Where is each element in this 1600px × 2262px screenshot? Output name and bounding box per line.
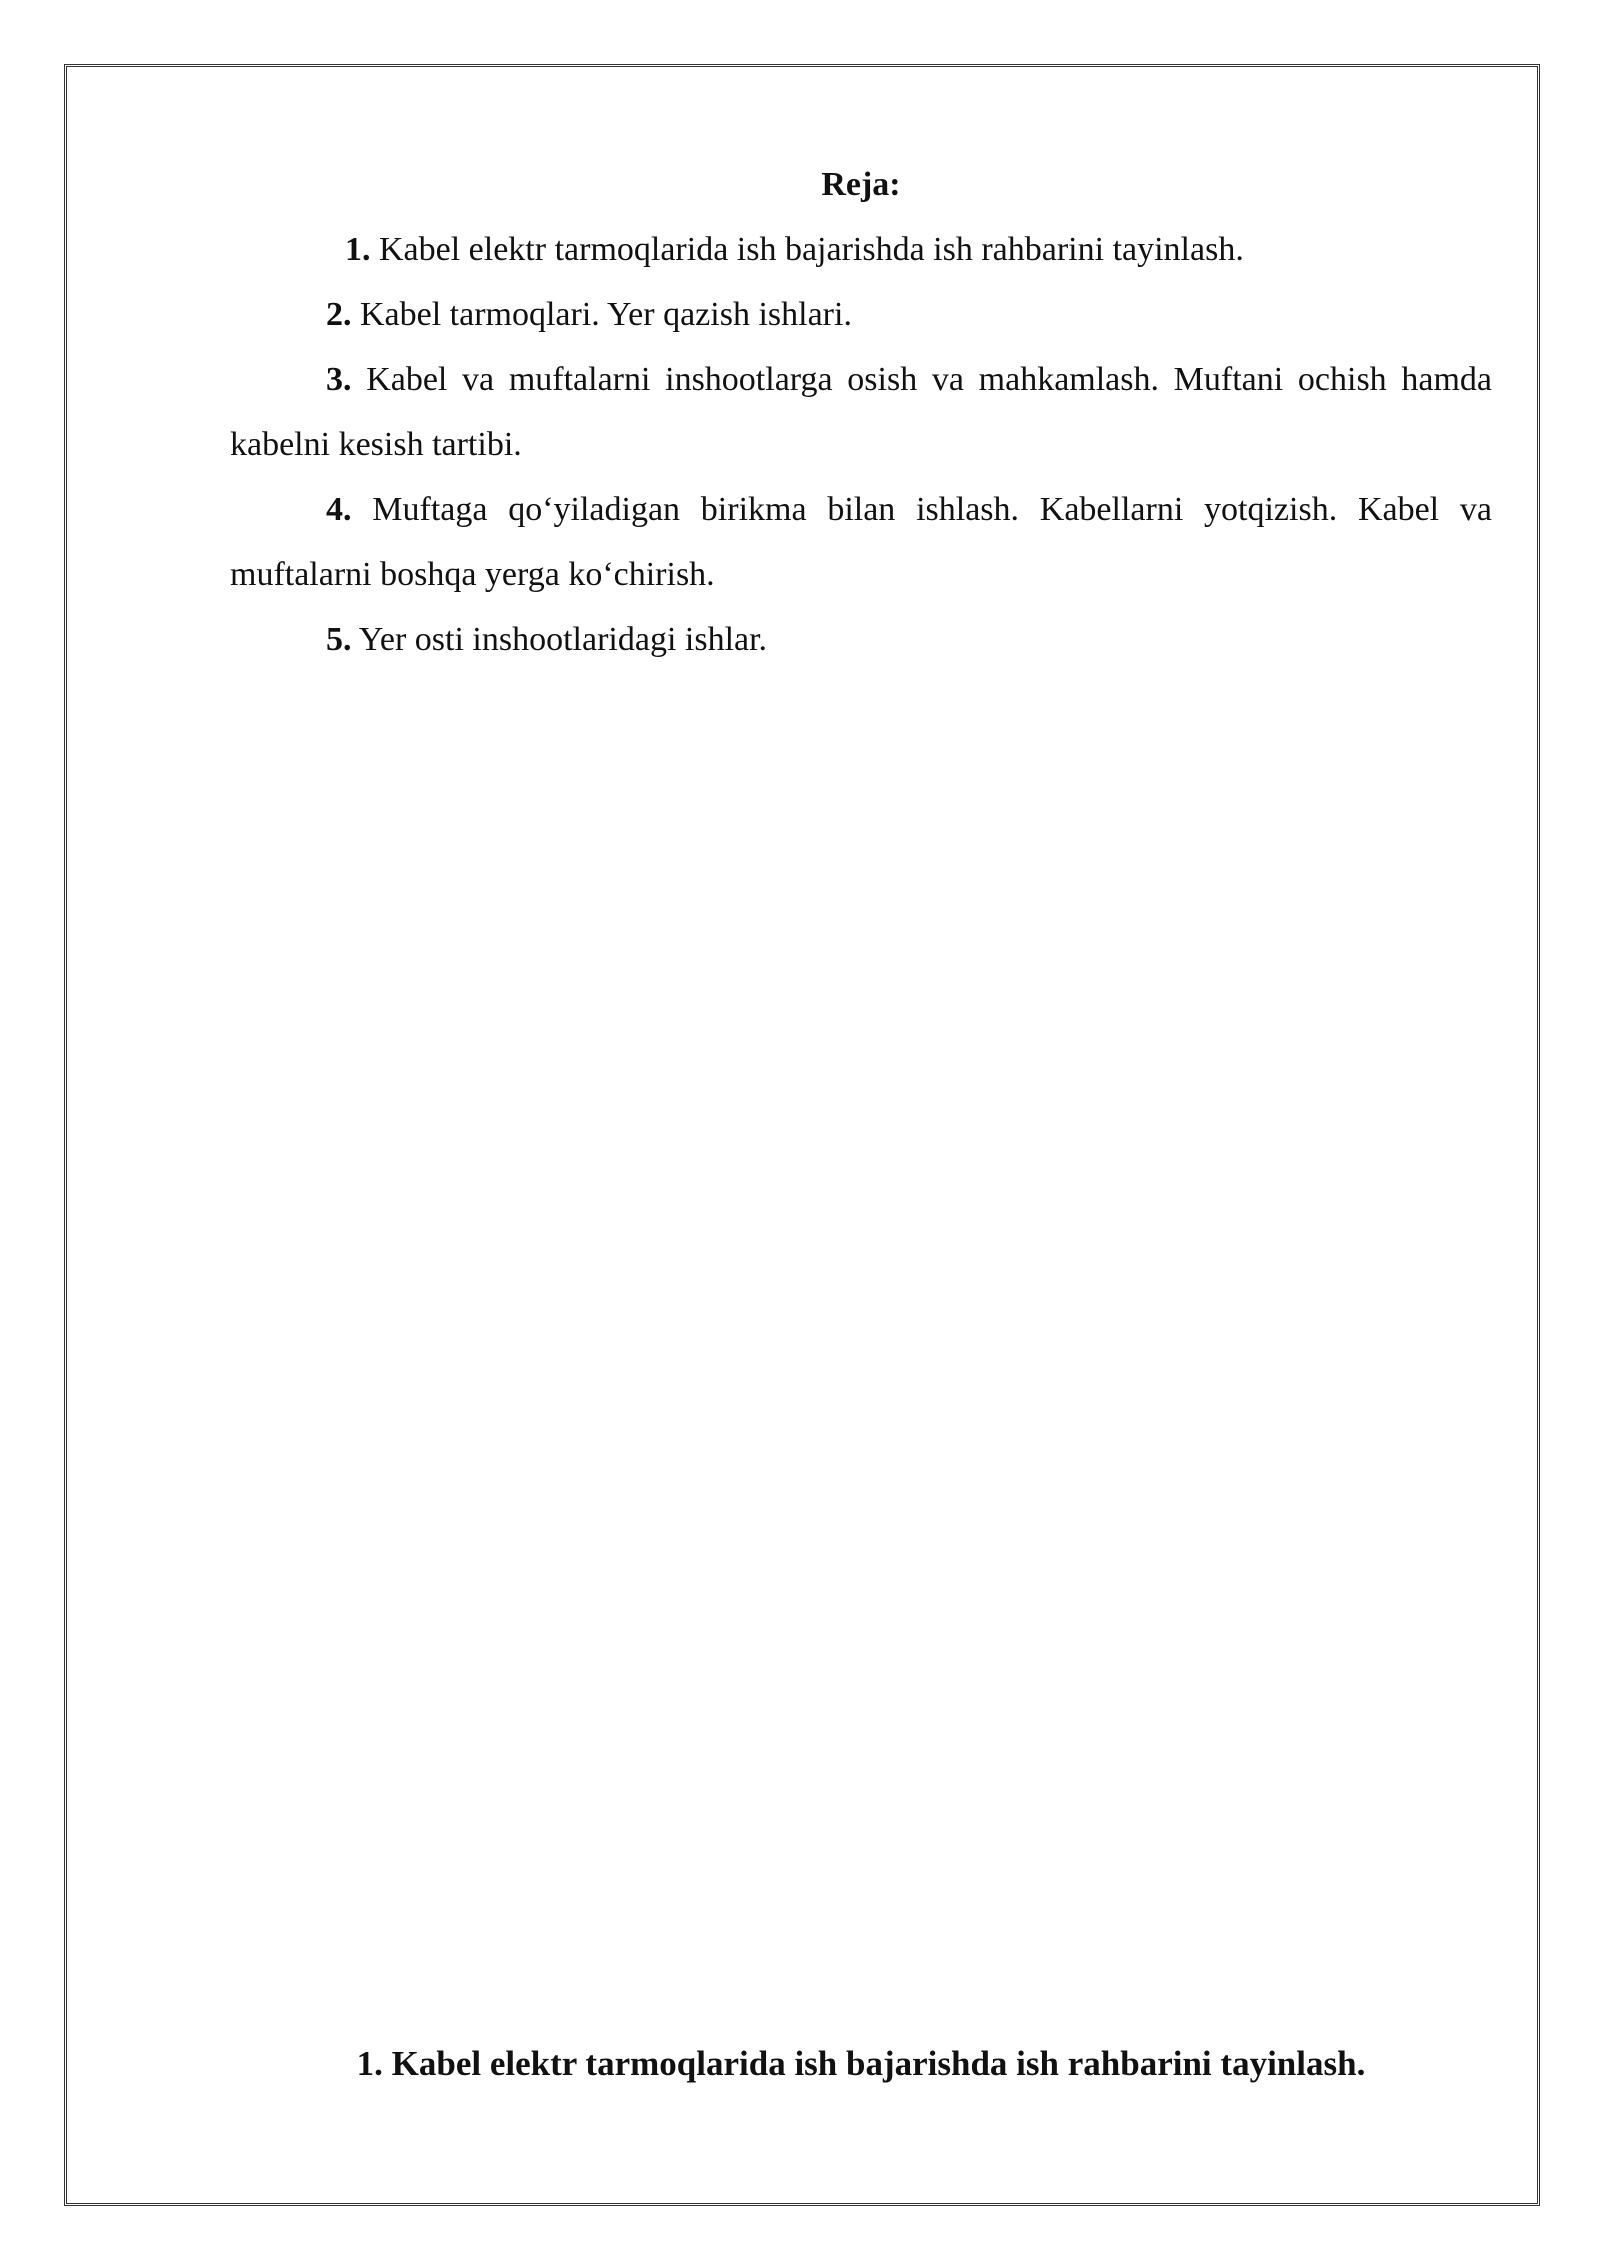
plan-item-3 [230,347,1492,477]
plan-item-1 [230,217,1492,282]
plan-item-5 [230,607,1492,672]
plan-item-text: Kabel elektr tarmoqlarida ish bajarishda ish rahbarini tayinlash. [370,231,1244,268]
plan-heading: Reja: [821,166,901,203]
plan-item-4 [230,477,1492,607]
plan-item-number: 5. [326,621,352,658]
plan-item-text: Yer osti inshootlaridagi ishlar. [351,621,768,658]
plan-item-number: 4. [326,491,352,528]
plan-item-number: 1. [345,231,371,268]
plan-block [230,152,1492,672]
plan-item-number: 3. [326,361,352,398]
section-title: 1. Kabel elektr tarmoqlarida ish bajarishda ish rahbarini tayinlash. [356,2044,1366,2083]
plan-item-2 [230,282,1492,347]
plan-item-text: Kabel tarmoqlari. Yer qazish ishlari. [351,296,852,333]
plan-item-text: Muftaga qo‘yiladigan birikma bilan ishlash. Kabellarni yotqizish. Kabel va muftalarni boshqa yerga ko‘chirish. [230,491,1492,593]
plan-item-number: 2. [326,296,352,333]
plan-item-text: Kabel va muftalarni inshootlarga osish va mahkamlash. Muftani ochish hamda kabelni kesish tartibi. [230,361,1492,463]
